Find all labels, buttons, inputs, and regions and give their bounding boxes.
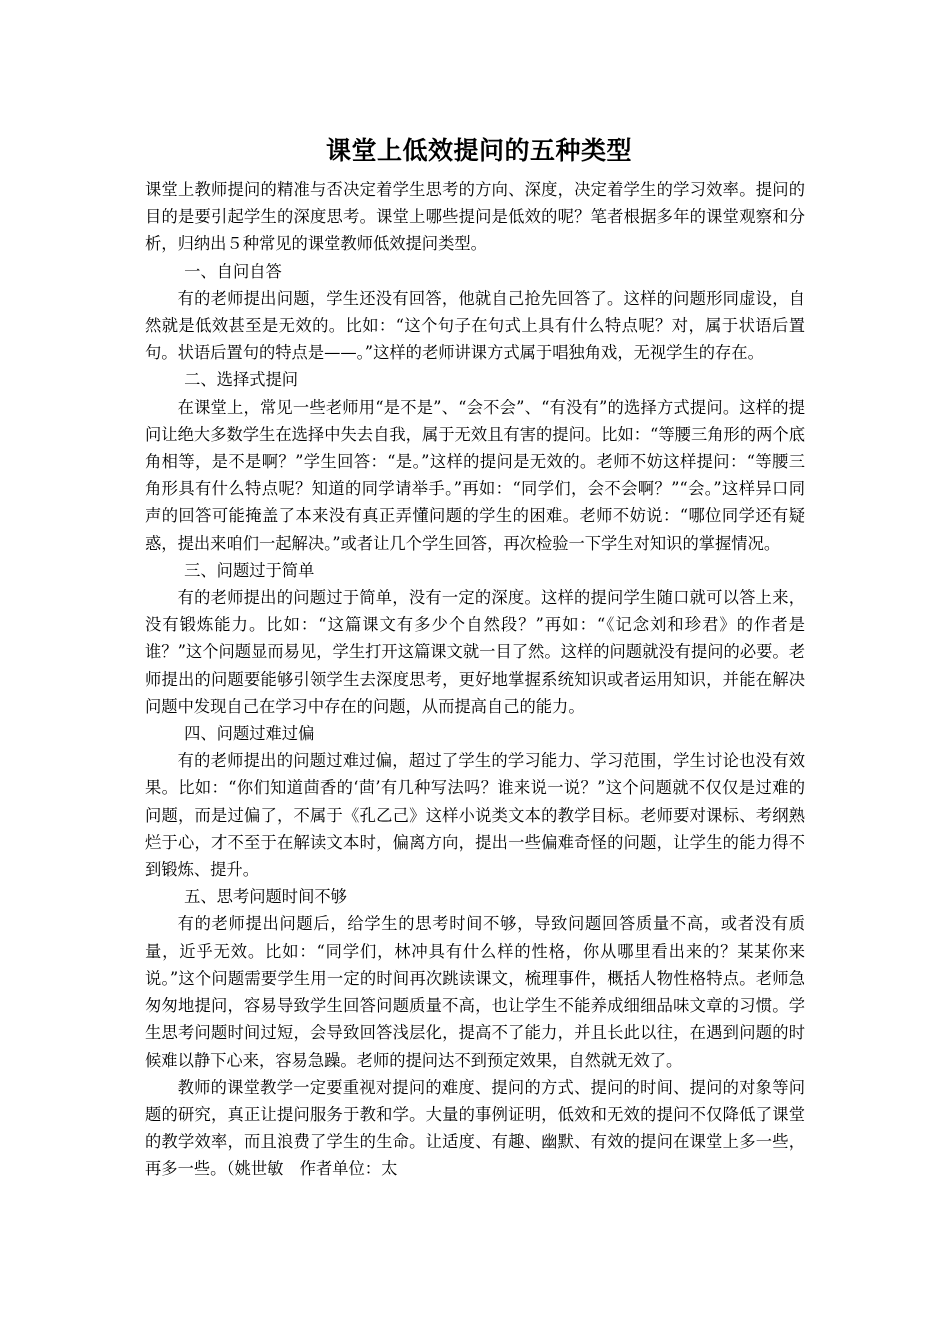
section-heading-2: 二、选择式提问 bbox=[184, 370, 299, 390]
section-heading-4: 四、问题过难过偏 bbox=[184, 724, 315, 744]
intro-paragraph: 课堂上教师提问的精准与否决定着学生思考的方向、深度，决定着学生的学习效率。提问的目的是要引起学生的深度思考。课堂上哪些提问是低效的呢？笔者根据多年的课堂观察和分析，归纳出５种常见的课堂教师低效提问类型。 bbox=[145, 180, 805, 254]
section-heading-1: 一、自问自答 bbox=[184, 261, 282, 281]
document-body bbox=[145, 176, 805, 1183]
section-heading-3: 三、问题过于简单 bbox=[184, 560, 315, 580]
section-body-5: 有的老师提出问题后，给学生的思考时间不够，导致问题回答质量不高，或者没有质量，近乎无效。比如：“同学们，林冲具有什么样的性格，你从哪里看出来的？某某你来说。”这个问题需要学生用一定的时间再次跳读课文，梳理事件，概括人物性格特点。老师急匆匆地提问，容易导致学生回答问题质量不高，也让学生不能养成细细品味文章的习惯。学生思考问题时间过短，会导致回答浅层化，提高不了能力，并且长此以往，在遇到问题的时候难以静下心来，容易急躁。老师的提问达不到预定效果，自然就无效了。 bbox=[145, 914, 805, 1070]
section-body-1: 有的老师提出问题，学生还没有回答，他就自己抢先回答了。这样的问题形同虚设，自然就是低效甚至是无效的。比如：“这个句子在句式上具有什么特点呢？对，属于状语后置句。状语后置句的特点是——。”这样的老师讲课方式属于唱独角戏，无视学生的存在。 bbox=[145, 288, 805, 363]
section-body-4: 有的老师提出的问题过难过偏，超过了学生的学习能力、学习范围，学生讨论也没有效果。比如：“你们知道茴香的‘茴’有几种写法吗？谁来说一说？”这个问题就不仅仅是过难的问题，而是过偏了，不属于《孔乙己》这样小说类文本的教学目标。老师要对课标、考纲熟烂于心，才不至于在解读文本时，偏离方向，提出一些偏难奇怪的问题，让学生的能力得不到锻炼、提升。 bbox=[145, 751, 805, 880]
conclusion-paragraph: 教师的课堂教学一定要重视对提问的难度、提问的方式、提问的时间、提问的对象等问题的研究，真正让提问服务于教和学。大量的事例证明，低效和无效的提问不仅降低了课堂的教学效率，而且浪费了学生的生命。让适度、有趣、幽默、有效的提问在课堂上多一些，再多一些。（姚世敏 作者单位：太 bbox=[145, 1077, 805, 1179]
document-page bbox=[145, 126, 805, 1183]
section-body-3: 有的老师提出的问题过于简单，没有一定的深度。这样的提问学生随口就可以答上来，没有锻炼能力。比如：“这篇课文有多少个自然段？”再如：“《记念刘和珍君》的作者是谁？”这个问题显而易见，学生打开这篇课文就一目了然。这样的问题就没有提问的必要。老师提出的问题要能够引领学生去深度思考，更好地掌握系统知识或者运用知识，并能在解决问题中发现自己在学习中存在的问题，从而提高自己的能力。 bbox=[145, 588, 805, 716]
section-body-2: 在课堂上，常见一些老师用“是不是”、“会不会”、“有没有”的选择方式提问。这样的提问让绝大多数学生在选择中失去自我，属于无效且有害的提问。比如：“等腰三角形的两个底角相等，是不是啊？”学生回答：“是。”这样的提问是无效的。老师不妨这样提问：“等腰三角形具有什么特点呢？知道的同学请举手。”再如：“同学们，会不会啊？”“会。”这样异口同声的回答可能掩盖了本来没有真正弄懂问题的学生的困难。老师不妨说：“哪位同学还有疑惑，提出来咱们一起解决。”或者让几个学生回答，再次检验一下学生对知识的掌握情况。 bbox=[145, 397, 805, 553]
document-title: 课堂上低效提问的五种类型 bbox=[325, 136, 632, 165]
section-heading-5: 五、思考问题时间不够 bbox=[184, 887, 347, 907]
